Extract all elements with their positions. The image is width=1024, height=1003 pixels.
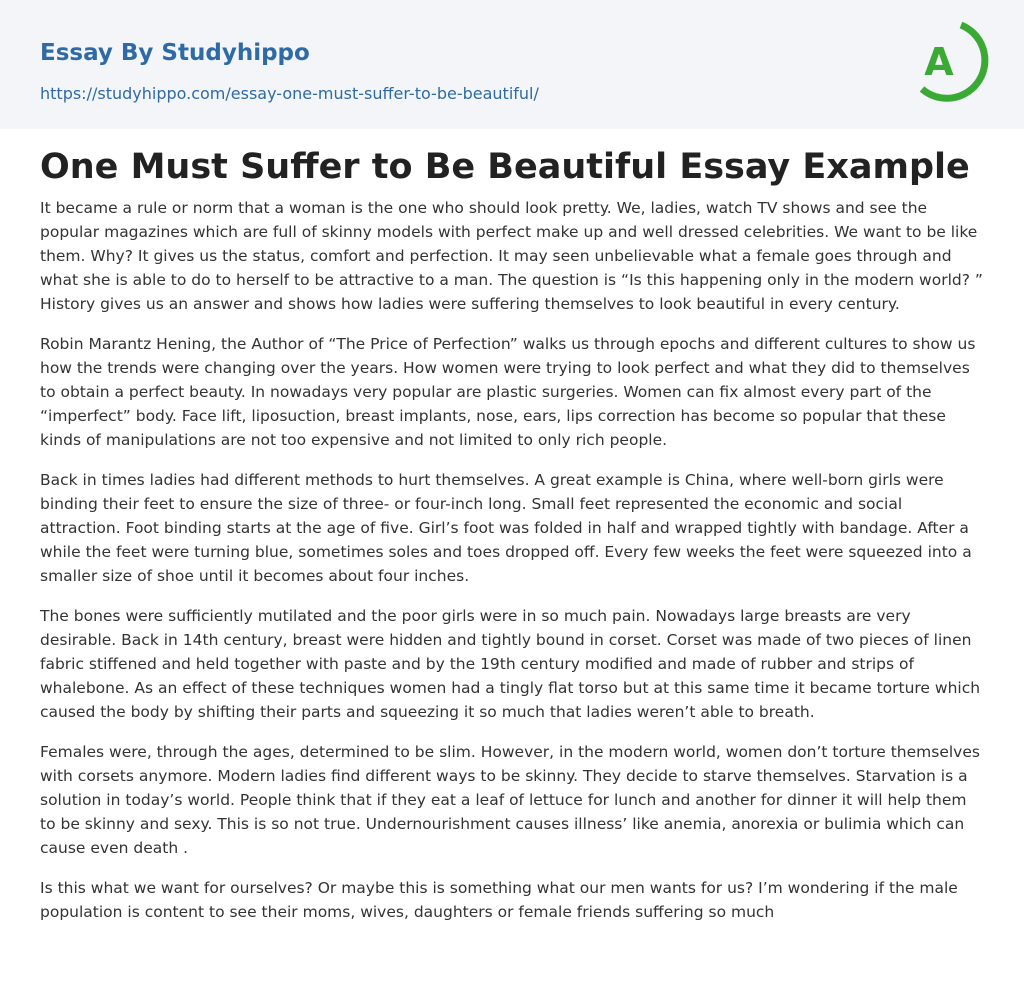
logo-letter: A [924,40,954,84]
paragraph-6: Is this what we want for ourselves? Or maybe this is something what our men wants for us? I’m wondering if the male population is content to see their moms, wives, daughters or female friends suffering so much [40,879,958,921]
article [40,144,984,940]
site-header [0,0,1024,129]
paragraph-1: It became a rule or norm that a woman is the one who should look pretty. We, ladies, watch TV shows and see the popular magazines which are full of skinny models with perfect make up and well dressed celebrities. We want to be like them. Why? It gives us the status, comfort and perfection. It may seen unbelievable what a female goes through and what she is able to do to herself to be attractive to a man. The question is “Is this happening only in the modern world? ” History gives us an answer and shows how ladies were suffering themselves to look beautiful in every century. [40,199,983,313]
paragraph-5: Females were, through the ages, determined to be slim. However, in the modern world, women don’t torture themselves with corsets anymore. Modern ladies find different ways to be skinny. They decide to starve themselves. Starvation is a solution in today’s world. People think that if they eat a leaf of lettuce for lunch and another for dinner it will help them to be skinny and sexy. This is so not true. Undernourishment causes illness’ like anemia, anorexia or bulimia which can cause even death . [40,743,980,857]
page-title: One Must Suffer to Be Beautiful Essay Example [40,147,970,187]
paragraph-3: Back in times ladies had different methods to hurt themselves. A great example is China, where well-born girls were binding their feet to ensure the size of three- or four-inch long. Small feet represented the economic and social attraction. Foot binding starts at the age of five. Girl’s foot was folded in half and wrapped tightly with bandage. After a while the feet were turning blue, sometimes soles and toes dropped off. Every few weeks the feet were squeezed into a smaller size of shoe until it becomes about four inches. [40,471,972,585]
paragraph-2: Robin Marantz Hening, the Author of “The Price of Perfection” walks us through epochs and different cultures to show us how the trends were changing over the years. How women were trying to look perfect and what they did to themselves to obtain a perfect beauty. In nowadays very popular are plastic surgeries. Women can fix almost every part of the “imperfect” body. Face lift, liposuction, breast implants, nose, ears, lips correction has become so popular that these kinds of manipulations are not too expensive and not limited to only rich people. [40,335,976,449]
studyhippo-logo-icon[interactable] [906,16,990,106]
essay-url-link[interactable]: https://studyhippo.com/essay-one-must-suffer-to-be-beautiful/ [40,84,539,103]
site-brand[interactable]: Essay By Studyhippo [40,40,310,66]
paragraph-4: The bones were sufficiently mutilated and the poor girls were in so much pain. Nowadays large breasts are very desirable. Back in 14th century, breast were hidden and tightly bound in corset. Corset was made of two pieces of linen fabric stiffened and held together with paste and by the 19th century modified and made of rubber and strips of whalebone. As an effect of these techniques women had a tingly flat torso but at this same time it became torture which caused the body by shifting their parts and squeezing it so much that ladies weren’t able to breath. [40,607,981,721]
